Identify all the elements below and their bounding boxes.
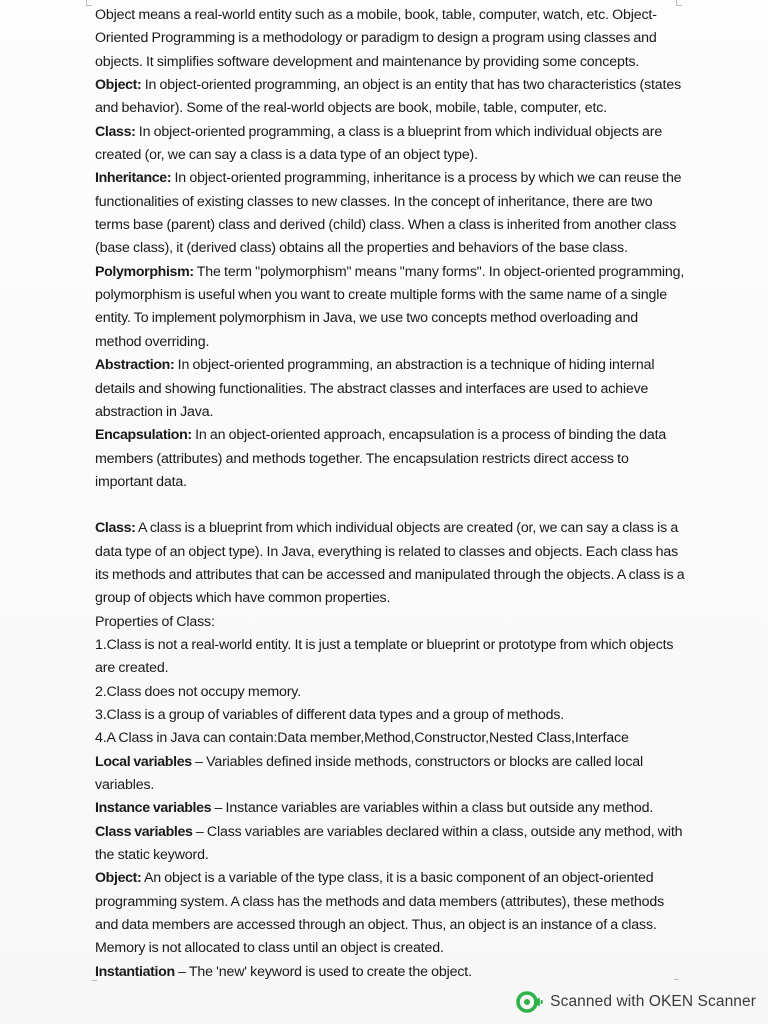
paragraph-term: Inheritance: [95,170,172,187]
document-body [95,4,685,984]
paragraph-text: In object-oriented programming, an abstraction is a technique of hiding internal details and showing functionalities. The abstract classes and interfaces are used to achieve abstraction in Java. [95,357,655,420]
paragraph-term: Polymorphism: [95,263,194,280]
paragraph-term: Abstraction: [95,357,175,374]
paragraph-text: – Instance variables are variables within a class but outside any method. [211,800,654,817]
paragraph-class-definition [95,121,685,168]
paragraph-text: Object means a real-world entity such as a mobile, book, table, computer, watch, etc. Object-Oriented Programming is a methodology or paradigm to design a program using classes and objects. It simplifies software development and maintenance by providing some concepts. [95,7,657,70]
paragraph-text: – Variables defined inside methods, constructors or blocks are called local variables. [95,753,644,793]
blank-line [95,494,685,517]
paragraph-text: An object is a variable of the type class, it is a basic component of an object-oriented programming system. A class has the methods and data members (attributes), these methods and data members are accessed through an object. Thus, an object is an instance of a class. Memory is not allocated to class until an object is created. [95,870,665,957]
paragraph-class-variables [95,821,685,868]
paragraph-text: A class is a blueprint from which individual objects are created (or, we can say a class is a data type of an object type). In Java, everything is related to classes and objects. Each class has its methods and attributes that can be accessed and manipulated through the objects. A class is a group of objects which have common properties. [95,520,685,607]
paragraph-inheritance [95,167,685,260]
paragraph-local-variables [95,751,685,798]
oken-scanner-logo-icon [516,991,544,1013]
paragraph-term: Object: [95,77,142,94]
paragraph-text: – Class variables are variables declared within a class, outside any method, with the static keyword. [95,823,683,864]
paragraph-text: In object-oriented programming, inheritance is a process by which we can reuse the functionalities of existing classes to new classes. In the concept of inheritance, there are two terms base (parent) class and derived (child) class. When a class is inherited from another class (base class), it (derived class) obtains all the properties and behaviors of the base class. [95,170,682,257]
paragraph-text: In object-oriented programming, a class is a blueprint from which individual objects are created (or, we can say a class is a data type of an object type). [95,123,663,164]
paragraph-term: Local variables [95,753,192,770]
paragraph-term: Class: [95,520,136,537]
scanner-watermark-text: Scanned with OKEN Scanner [550,993,756,1010]
paragraph-instance-variables [95,797,685,820]
list-item-property-1 [95,634,685,681]
paragraph-polymorphism [95,261,685,354]
paragraph-class-detail [95,517,685,610]
paragraph-text: In object-oriented programming, an object is an entity that has two characteristics (states and behavior). Some of the real-world objects are book, mobile, table, computer, etc. [95,77,682,117]
paragraph-encapsulation [95,424,685,494]
paragraph-text: 2.Class does not occupy memory. [95,683,301,700]
paragraph-text: In an object-oriented approach, encapsulation is a process of binding the data members (attributes) and methods together. The encapsulation restricts direct access to important data. [95,427,667,490]
paragraph-properties-heading [95,611,685,634]
crop-mark-top-left [86,0,92,6]
list-item-property-3 [95,704,685,727]
paragraph-text: 3.Class is a group of variables of different data types and a group of methods. [95,706,565,723]
paragraph-text: 1.Class is not a real-world entity. It is just a template or blueprint or prototype from which objects are created. [95,636,674,677]
paragraph-term: Class: [95,123,136,140]
paragraph-abstraction [95,354,685,424]
scanner-watermark [516,990,756,1014]
paragraph-intro [95,4,685,74]
paragraph-object-definition [95,74,685,121]
paragraph-text: Properties of Class: [95,613,215,630]
paragraph-term: Object: [95,870,142,887]
paragraph-term: Class variables [95,823,193,840]
paragraph-text: 4.A Class in Java can contain:Data member,Method,Constructor,Nested Class,Interface [95,730,629,747]
paragraph-term: Encapsulation: [95,427,192,444]
paragraph-instantiation [95,961,685,984]
paragraph-term: Instance variables [95,800,212,817]
list-item-property-2 [95,681,685,704]
list-item-property-4 [95,727,685,750]
paragraph-text: The term "polymorphism" means "many forms". In object-oriented programming, polymorphism is useful when you want to create multiple forms with the same name of a single entity. To implement polymorphism in Java, we use two concepts method overloading and method overriding. [95,263,685,350]
paragraph-term: Instantiation [95,963,175,980]
paragraph-object-detail [95,867,685,960]
paragraph-text: – The 'new' keyword is used to create the object. [174,963,472,980]
